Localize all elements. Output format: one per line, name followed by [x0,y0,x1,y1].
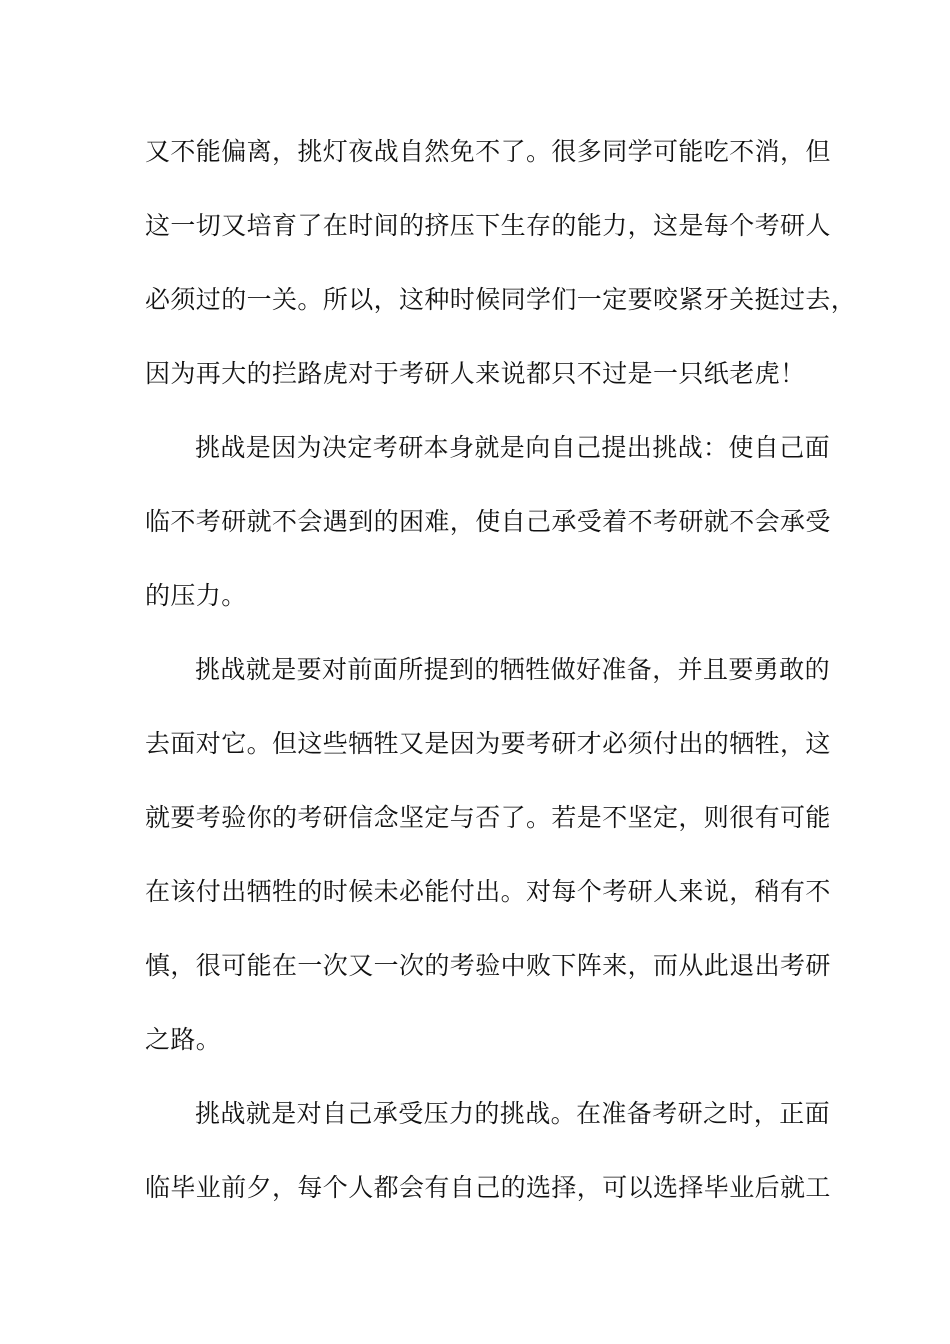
text-line: 去面对它。但这些牺牲又是因为要考研才必须付出的牺牲，这 [145,729,831,758]
text-line: 在该付出牺牲的时候未必能付出。对每个考研人来说，稍有不 [145,877,831,906]
text-line: 必须过的一关。所以，这种时候同学们一定要咬紧牙关挺过去， [145,285,857,314]
text-line: 因为再大的拦路虎对于考研人来说都只不过是一只纸老虎！ [145,359,806,388]
text-line: 这一切又培育了在时间的挤压下生存的能力，这是每个考研人 [145,211,831,240]
text-line: 就要考验你的考研信念坚定与否了。若是不坚定，则很有可能 [145,803,831,832]
paragraph-first-line: 挑战是因为决定考研本身就是向自己提出挑战：使自己面 [195,433,831,462]
text-line: 临毕业前夕，每个人都会有自己的选择，可以选择毕业后就工 [145,1173,831,1202]
document-body [145,126,857,1236]
paragraph-first-line: 挑战就是对自己承受压力的挑战。在准备考研之时，正面 [195,1099,831,1128]
text-line: 的压力。 [145,581,247,610]
text-line: 临不考研就不会遇到的困难，使自己承受着不考研就不会承受 [145,507,831,536]
text-line: 慎，很可能在一次又一次的考验中败下阵来，而从此退出考研 [145,951,831,980]
text-line: 又不能偏离，挑灯夜战自然免不了。很多同学可能吃不消，但 [145,137,831,166]
paragraph-first-line: 挑战就是要对前面所提到的牺牲做好准备，并且要勇敢的 [195,655,831,684]
text-line: 之路。 [145,1025,222,1054]
